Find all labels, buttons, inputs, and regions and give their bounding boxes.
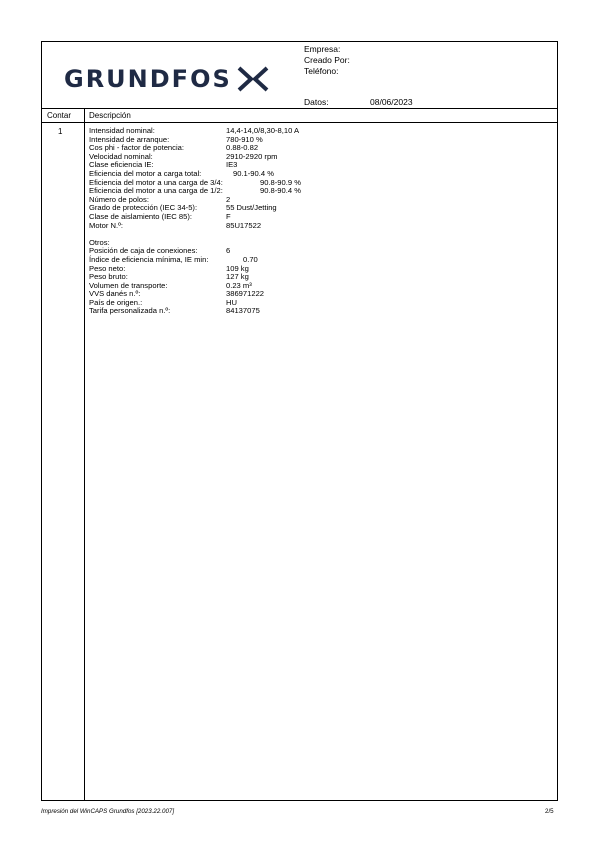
spec-value: 2 bbox=[226, 194, 231, 204]
spec-label: Eficiencia del motor a una carga de 3/4: bbox=[89, 177, 223, 187]
spec-label: Índice de eficiencia mínima, IE min: bbox=[89, 254, 209, 264]
spec-value: 109 kg bbox=[226, 263, 249, 273]
spec-label: Eficiencia del motor a carga total: bbox=[89, 168, 202, 178]
spec-label: Volumen de transporte: bbox=[89, 280, 168, 290]
footer-print-info: Impresión del WinCAPS Grundfos [2023.22.007] bbox=[41, 808, 175, 815]
otros-label: Otros: bbox=[89, 237, 110, 247]
grundfos-logo bbox=[64, 62, 270, 96]
spec-value: 85U17522 bbox=[226, 220, 262, 230]
spec-value: 0.23 m³ bbox=[226, 280, 252, 290]
spec-value: HU bbox=[226, 297, 237, 307]
spec-label: Clase eficiencia IE: bbox=[89, 160, 154, 170]
column-header-descripcion: Descripción bbox=[89, 111, 131, 120]
spec-label: Intensidad de arranque: bbox=[89, 134, 170, 144]
spec-label: Eficiencia del motor a una carga de 1/2: bbox=[89, 186, 223, 196]
grundfos-mark-icon bbox=[236, 64, 270, 94]
spec-value: 2910-2920 rpm bbox=[226, 151, 278, 161]
table-header-divider bbox=[41, 122, 558, 123]
spec-label: Motor N.º: bbox=[89, 220, 123, 230]
spec-value: 14,4-14,0/8,30-8,10 A bbox=[226, 126, 300, 135]
page-number: 2/5 bbox=[545, 808, 554, 815]
spec-value: 127 kg bbox=[226, 272, 249, 282]
spec-value: 90.1-90.4 % bbox=[233, 168, 274, 178]
spec-label: Cos phi - factor de potencia: bbox=[89, 143, 184, 153]
column-divider bbox=[84, 108, 85, 801]
spec-label: Tarifa personalizada n.º: bbox=[89, 306, 171, 316]
column-header-contar: Contar bbox=[47, 111, 72, 120]
table-top-divider bbox=[41, 108, 558, 109]
spec-value: 55 Dust/Jetting bbox=[226, 203, 277, 213]
spec-value: 780-910 % bbox=[226, 134, 263, 144]
spec-value: 84137075 bbox=[226, 306, 260, 316]
creado-label: Creado Por: bbox=[304, 55, 350, 65]
spec-label: País de origen.: bbox=[89, 297, 143, 307]
spec-label: Clase de aislamiento (IEC 85): bbox=[89, 211, 192, 221]
empresa-label: Empresa: bbox=[304, 44, 341, 54]
spec-value: 90.8-90.9 % bbox=[260, 177, 301, 187]
spec-value: 90.8-90.4 % bbox=[260, 186, 301, 196]
spec-label: Posición de caja de conexiones: bbox=[89, 246, 198, 256]
datos-field bbox=[304, 97, 413, 107]
spec-value: F bbox=[226, 211, 231, 221]
spec-value: 386971222 bbox=[226, 289, 265, 299]
spec-value: 6 bbox=[226, 246, 231, 256]
telefono-label: Teléfono: bbox=[304, 66, 339, 76]
spec-label: Velocidad nominal: bbox=[89, 151, 153, 161]
spec-label: Número de polos: bbox=[89, 194, 149, 204]
spec-label: Intensidad nominal: bbox=[89, 126, 155, 135]
logo-text: GRUNDFOS bbox=[64, 65, 232, 93]
datos-value: 08/06/2023 bbox=[370, 97, 413, 107]
datos-label: Datos: bbox=[304, 97, 329, 107]
spec-label: Peso bruto: bbox=[89, 272, 128, 282]
spec-label: VVS danés n.º: bbox=[89, 289, 141, 299]
spec-label: Grado de protección (IEC 34-5): bbox=[89, 203, 198, 213]
row-count: 1 bbox=[58, 127, 63, 136]
spec-label: Peso neto: bbox=[89, 263, 126, 273]
spec-value: 0.88-0.82 bbox=[226, 143, 259, 153]
spec-value: IE3 bbox=[226, 160, 238, 170]
header-info bbox=[304, 44, 350, 77]
spec-value: 0.70 bbox=[243, 254, 258, 264]
